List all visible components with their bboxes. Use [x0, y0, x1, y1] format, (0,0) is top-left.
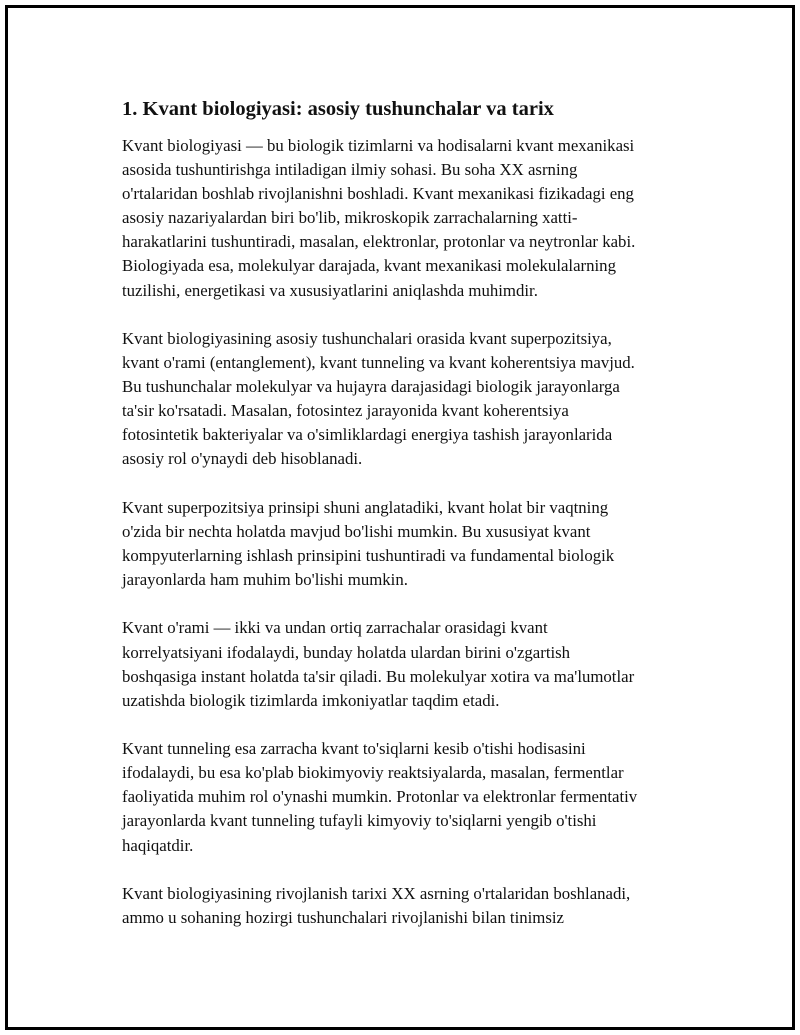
- text-line: ammo u sohaning hozirgi tushunchalari rivojlanishi bilan tinimsiz: [122, 908, 564, 928]
- text-line: tuzilishi, energetikasi va xususiyatlarini aniqlashda muhimdir.: [122, 280, 538, 300]
- text-line: o'rtalaridan boshlab rivojlanishni boshladi. Kvant mexanikasi fizikadagi eng: [122, 184, 634, 204]
- document-body: [122, 96, 697, 954]
- text-line: jarayonlarda ham muhim bo'lishi mumkin.: [122, 570, 408, 590]
- text-line: Kvant biologiyasining rivojlanish tarixi XX asrning o'rtalaridan boshlanadi,: [122, 883, 631, 903]
- paragraph: [122, 496, 697, 592]
- text-line: Bu tushunchalar molekulyar va hujayra darajasidagi biologik jarayonlarga: [122, 377, 620, 397]
- section-heading: 1. Kvant biologiyasi: asosiy tushunchalar va tarix: [122, 98, 554, 120]
- paragraph: [122, 616, 697, 712]
- text-line: faoliyatida muhim rol o'ynashi mumkin. Protonlar va elektronlar fermentativ: [122, 787, 638, 807]
- text-line: Kvant biologiyasi — bu biologik tizimlarni va hodisalarni kvant mexanikasi: [122, 136, 635, 155]
- text-line: korrelyatsiyani ifodalaydi, bunday holatda ulardan birini o'zgartish: [122, 642, 571, 662]
- text-line: o'zida bir nechta holatda mavjud bo'lishi mumkin. Bu xususiyat kvant: [122, 521, 591, 541]
- paragraph: [122, 327, 697, 472]
- paragraph: [122, 737, 697, 857]
- text-line: fotosintetik bakteriyalar va o'simliklardagi energiya tashish jarayonlarida: [122, 425, 613, 445]
- text-line: asosiy rol o'ynaydi deb hisoblanadi.: [122, 449, 363, 469]
- text-line: jarayonlarda kvant tunneling tufayli kimyoviy to'siqlarni yengib o'tishi: [122, 811, 597, 831]
- text-line: Kvant biologiyasining asosiy tushunchalari orasida kvant superpozitsiya,: [122, 328, 612, 348]
- text-line: Biologiyada esa, molekulyar darajada, kvant mexanikasi molekulalarning: [122, 256, 616, 276]
- text-line: Kvant superpozitsiya prinsipi shuni anglatadiki, kvant holat bir vaqtning: [122, 497, 609, 517]
- text-line: asosida tushuntirishga intiladigan ilmiy sohasi. Bu soha XX asrning: [122, 160, 578, 180]
- text-line: boshqasiga instant holatda ta'sir qiladi. Bu molekulyar xotira va ma'lumotlar: [122, 666, 635, 686]
- text-line: kvant o'rami (entanglement), kvant tunneling va kvant koherentsiya mavjud.: [122, 353, 635, 373]
- paragraph: [122, 882, 697, 930]
- page-frame: [5, 5, 795, 1030]
- text-line: asosiy nazariyalardan biri bo'lib, mikroskopik zarrachalarning xatti-: [122, 208, 578, 228]
- text-line: kompyuterlarning ishlash prinsipini tushuntiradi va fundamental biologik: [122, 546, 615, 565]
- paragraph: [122, 134, 697, 303]
- text-line: harakatlarini tushuntiradi, masalan, elektronlar, protonlar va neytronlar kabi.: [122, 232, 636, 252]
- text-line: Kvant o'rami — ikki va undan ortiq zarrachalar orasidagi kvant: [122, 618, 548, 638]
- text-line: uzatishda biologik tizimlarda imkoniyatlar taqdim etadi.: [122, 690, 500, 710]
- text-line: ta'sir ko'rsatadi. Masalan, fotosintez jarayonida kvant koherentsiya: [122, 401, 569, 421]
- text-line: haqiqatdir.: [122, 835, 194, 855]
- text-line: Kvant tunneling esa zarracha kvant to'siqlarni kesib o'tishi hodisasini: [122, 739, 586, 759]
- text-line: ifodalaydi, bu esa ko'plab biokimyoviy reaktsiyalarda, masalan, fermentlar: [122, 763, 624, 783]
